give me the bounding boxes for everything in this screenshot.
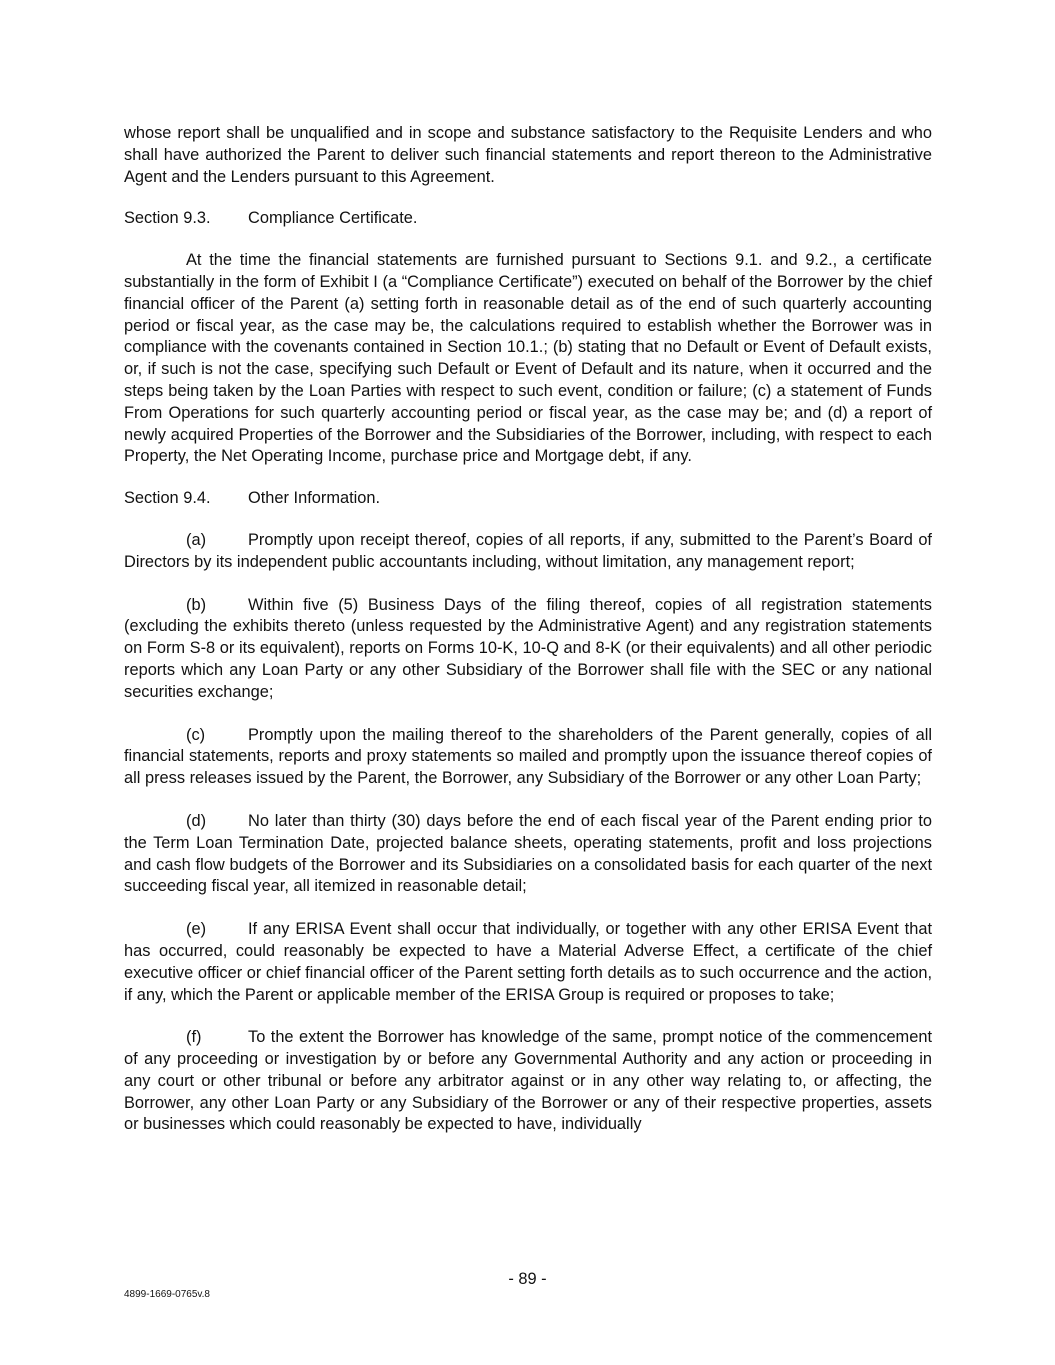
item-label: (d) (186, 811, 207, 830)
list-item-b (124, 595, 932, 704)
item-text: Promptly upon the mailing thereof to the shareholders of the Parent generally, copies of all financial statements, reports and proxy statements so mailed and promptly upon the issuance thereof copies of all press releases issued by the Parent, the Borrower, any Subsidiary of the Borrower or any other Loan Party; (124, 725, 932, 788)
section-title: Other Information. (248, 489, 381, 508)
item-label: (f) (186, 1028, 202, 1047)
list-item-f (124, 1027, 932, 1136)
section-9-3-body: At the time the financial statements are furnished pursuant to Sections 9.1. and 9.2., a certificate substantially in the form of Exhibit I (a “Compliance Certificate”) executed on behalf of the Borrower by the chief financial officer of the Parent (a) setting forth in reasonable detail as of the end of such quarterly accounting period or fiscal year, as the case may be, the calculations required to establish whether the Borrower was in compliance with the covenants contained in Section 10.1.; (b) stating that no Default or Event of Default exists, or, if such is not the case, specifying such Default or Event of Default and its nature, when it occurred and the steps being taken by the Loan Parties with respect to such event, condition or failure; (c) a statement of Funds From Operations for such quarterly accounting period or fiscal year, as the case may be; and (d) a report of newly acquired Properties of the Borrower and the Subsidiaries of the Borrower, including, with respect to each Property, the Net Operating Income, purchase price and Mortgage debt, if any. (124, 251, 932, 466)
item-text: To the extent the Borrower has knowledge of the same, prompt notice of the commencement of any proceeding or investigation by or before any Governmental Authority and any action or proceeding in any court or other tribunal or before any arbitrator against or in any other way relating to, or affecting, the Borrower, any other Loan Party or any Subsidiary of the Borrower or any of their respective properties, assets or businesses which could reasonably be expected to have, individually (124, 1028, 932, 1134)
item-label: (c) (186, 725, 206, 744)
item-label: (b) (186, 595, 207, 614)
item-label: (e) (186, 920, 207, 939)
section-number: Section 9.4. (124, 489, 211, 508)
item-text: Within five (5) Business Days of the filing thereof, copies of all registration statements (excluding the exhibits thereto (unless requested by the Administrative Agent) and any registration statements on Form S-8 or its equivalent), reports on Forms 10-K, 10-Q and 8-K (or their equivalents) and all other periodic reports which any Loan Party or any other Subsidiary of the Borrower shall file with the SEC or any national securities exchange; (124, 595, 932, 701)
item-text: If any ERISA Event shall occur that individually, or together with any other ERISA Event that has occurred, could reasonably be expected to have a Material Adverse Effect, a certificate of the chief executive officer or chief financial officer of the Parent setting forth details as to such occurrence and the action, if any, which the Parent or applicable member of the ERISA Group is required or proposes to take; (124, 920, 932, 1004)
item-text: No later than thirty (30) days before the end of each fiscal year of the Parent ending prior to the Term Loan Termination Date, projected balance sheets, operating statements, profit and loss projections and cash flow budgets of the Borrower and its Subsidiaries on a consolidated basis for each quarter of the next succeeding fiscal year, all itemized in reasonable detail; (124, 811, 932, 896)
item-label: (a) (186, 530, 207, 549)
continuation-paragraph: whose report shall be unqualified and in scope and substance satisfactory to the Requisite Lenders and who shall have authorized the Parent to deliver such financial statements and report thereon to the Administrative Agent and the Lenders pursuant to this Agreement. (124, 124, 932, 186)
section-heading-9-4 (124, 488, 932, 510)
list-item-a (124, 530, 932, 574)
list-item-c (124, 725, 932, 790)
section-heading-9-3 (124, 208, 932, 230)
page-body (124, 123, 932, 1136)
list-item-e (124, 919, 932, 1006)
list-item-d (124, 811, 932, 898)
document-id: 4899-1669-0765v.8 (124, 1289, 210, 1300)
section-number: Section 9.3. (124, 209, 211, 228)
item-text: Promptly upon receipt thereof, copies of all reports, if any, submitted to the Parent’s Board of Directors by its independent public accountants including, without limitation, any management report; (124, 530, 932, 571)
page-number: - 89 - (508, 1270, 547, 1288)
section-title: Compliance Certificate. (248, 209, 418, 228)
